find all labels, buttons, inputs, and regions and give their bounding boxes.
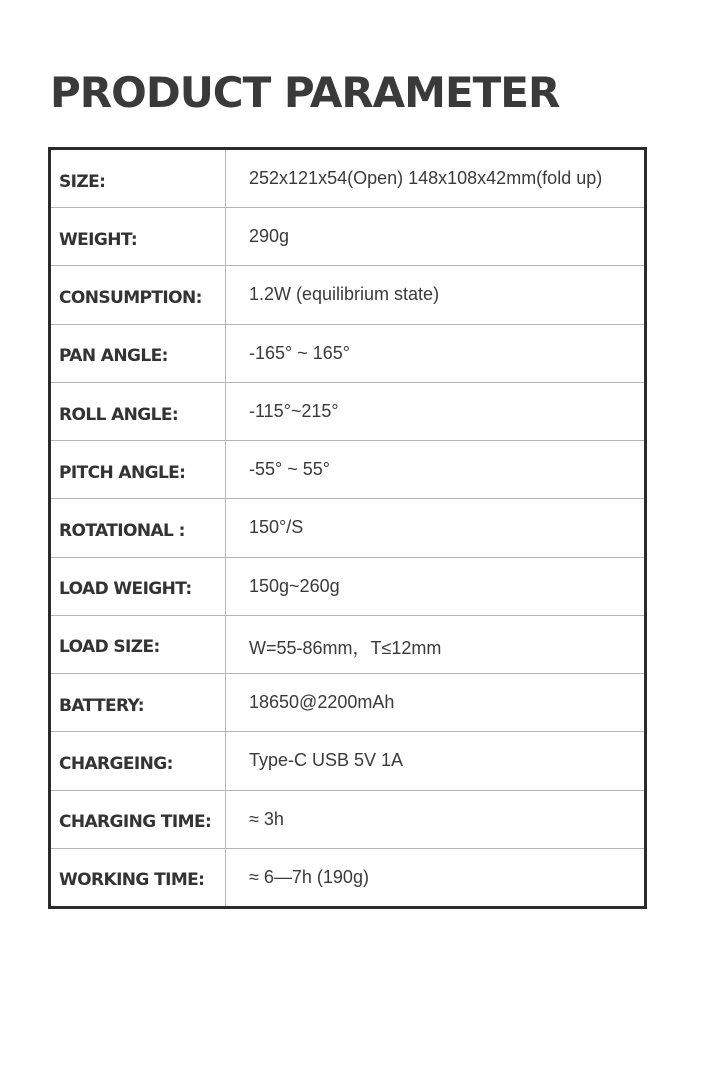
spec-row-size — [51, 150, 644, 208]
spec-row-charging-time — [51, 791, 644, 849]
spec-value: -165° ~ 165° — [249, 342, 350, 363]
spec-value: 150g~260g — [249, 575, 340, 596]
spec-label: LOAD WEIGHT: — [51, 558, 226, 615]
spec-value: ≈ 6—7h (190g) — [249, 866, 369, 887]
spec-label: ROLL ANGLE: — [51, 383, 226, 440]
spec-value: 150°/S — [249, 517, 304, 538]
spec-label: SIZE: — [51, 150, 226, 207]
spec-label: CHARGEING: — [51, 732, 226, 789]
spec-label: PITCH ANGLE: — [51, 441, 226, 498]
spec-row-charging — [51, 732, 644, 790]
spec-value: 18650@2200mAh — [249, 692, 395, 713]
spec-label: BATTERY: — [51, 674, 226, 731]
spec-row-working-time — [51, 849, 644, 906]
spec-row-pitch-angle — [51, 441, 644, 499]
spec-value: -55° ~ 55° — [249, 459, 330, 480]
spec-label: WEIGHT: — [51, 208, 226, 265]
spec-value: 1.2W (equilibrium state) — [249, 284, 440, 305]
spec-value: Type-C USB 5V 1A — [249, 750, 404, 771]
spec-label: LOAD SIZE: — [51, 616, 226, 673]
spec-value: -115°~215° — [249, 400, 339, 421]
page-title: PRODUCT PARAMETER — [50, 68, 560, 117]
spec-value: W=55-86mm，T≤12mm — [249, 637, 442, 658]
spec-row-weight — [51, 208, 644, 266]
spec-label: WORKING TIME: — [51, 849, 226, 906]
spec-row-pan-angle — [51, 325, 644, 383]
spec-value: 290g — [249, 226, 290, 247]
spec-value: ≈ 3h — [249, 808, 284, 829]
spec-row-battery — [51, 674, 644, 732]
spec-label: ROTATIONAL : — [51, 499, 226, 556]
spec-table — [48, 147, 647, 909]
spec-row-load-size — [51, 616, 644, 674]
spec-label: CONSUMPTION: — [51, 266, 226, 323]
spec-row-rotational — [51, 499, 644, 557]
spec-row-roll-angle — [51, 383, 644, 441]
spec-label: PAN ANGLE: — [51, 325, 226, 382]
spec-value: 252x121x54(Open) 148x108x42mm(fold up) — [249, 168, 603, 188]
spec-row-load-weight — [51, 558, 644, 616]
spec-row-consumption — [51, 266, 644, 324]
spec-label: CHARGING TIME: — [51, 791, 226, 848]
